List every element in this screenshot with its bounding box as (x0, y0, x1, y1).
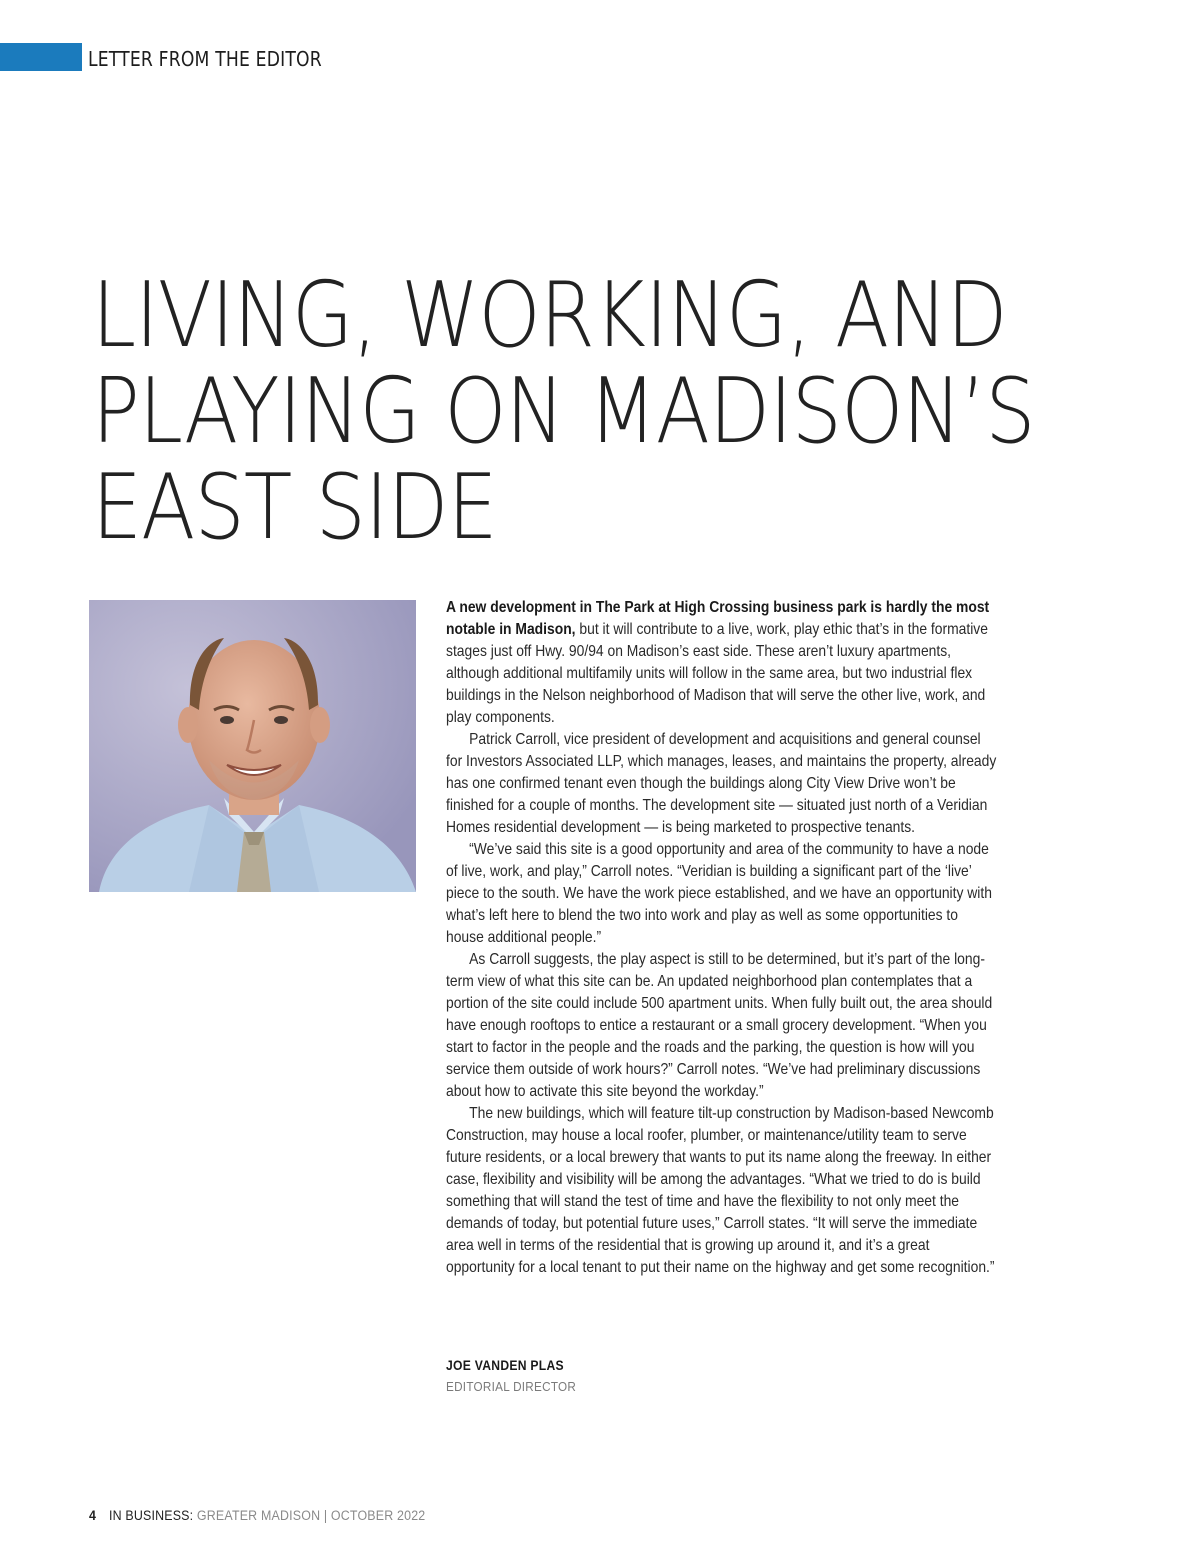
signature-title: EDITORIAL DIRECTOR (446, 1379, 577, 1394)
magazine-name: IN BUSINESS: (108, 1508, 194, 1523)
editor-portrait-photo (89, 600, 416, 892)
article-body (446, 597, 998, 1279)
page-footer (89, 1508, 425, 1523)
article-lead-bold: A new development in The Park at High Crossing business park is hardly the most notable in Madison, (446, 599, 990, 638)
article-paragraph-4: As Carroll suggests, the play aspect is still to be determined, but it’s part of the long-term view of what this site can be. An updated neighborhood plan contemplates that a portion of the site could include 500 apartment units. When fully built out, the area should have enough rooftops to entice a restaurant or a small grocery development. “When you start to factor in the people and the roads and the parking, the question is how will you service them outside of work hours?” Carroll notes. “We’ve had preliminary discussions about how to activate this site beyond the workday.” (446, 951, 993, 1100)
section-accent-bar (0, 43, 82, 71)
headline (92, 263, 1035, 560)
article-paragraph-1 (446, 597, 998, 729)
article-paragraph-2: Patrick Carroll, vice president of development and acquisitions and general counsel for Investors Associated LLP, which manages, leases, and maintains the property, already has one confirmed tenant even though the buildings along City View Drive won’t be finished for a couple of months. The development site — situated just north of a Veridian Homes residential development — is being marketed to prospective tenants. (446, 731, 997, 836)
portrait-illustration (89, 600, 416, 892)
page-number: 4 (89, 1508, 97, 1523)
headline-line-1: LIVING, WORKING, AND (92, 263, 1007, 368)
edition-info: GREATER MADISON | OCTOBER 2022 (196, 1508, 426, 1523)
article-paragraph-5: The new buildings, which will feature tilt-up construction by Madison-based Newcomb Construction, may house a local roofer, plumber, or maintenance/utility team to serve future residents, or a local brewery that wants to put its name along the freeway. In either case, flexibility and visibility will be among the advantages. “What we tried to do is build something that will stand the test of time and have the flexibility to not only meet the demands of today, but potential future uses,” Carroll states. “It will serve the immediate area well in terms of the residential that is growing up around it, and it’s a great opportunity for a local tenant to put their name on the highway and get some recognition.” (446, 1105, 995, 1276)
headline-line-2: PLAYING ON MADISON’S (92, 359, 1035, 464)
section-label: LETTER FROM THE EDITOR (88, 47, 322, 71)
headline-line-3: EAST SIDE (92, 455, 497, 560)
article-lead-rest: but it will contribute to a live, work, play ethic that’s in the formative stages just off Hwy. 90/94 on Madison’s east side. These aren’t luxury apartments, although additional multifamily units will follow in the same area, but two industrial flex buildings in the Nelson neighborhood of Madison that will serve the other live, work, and play components. (446, 621, 988, 726)
article-paragraph-3: “We’ve said this site is a good opportunity and area of the community to have a node of live, work, and play,” Carroll notes. “Veridian is building a significant part of the ‘live’ piece to the south. We have the work piece established, and we have an opportunity with what’s left here to blend the two into work and play as well as some opportunities to house additional people.” (446, 841, 992, 946)
signature-name: JOE VANDEN PLAS (446, 1358, 564, 1373)
